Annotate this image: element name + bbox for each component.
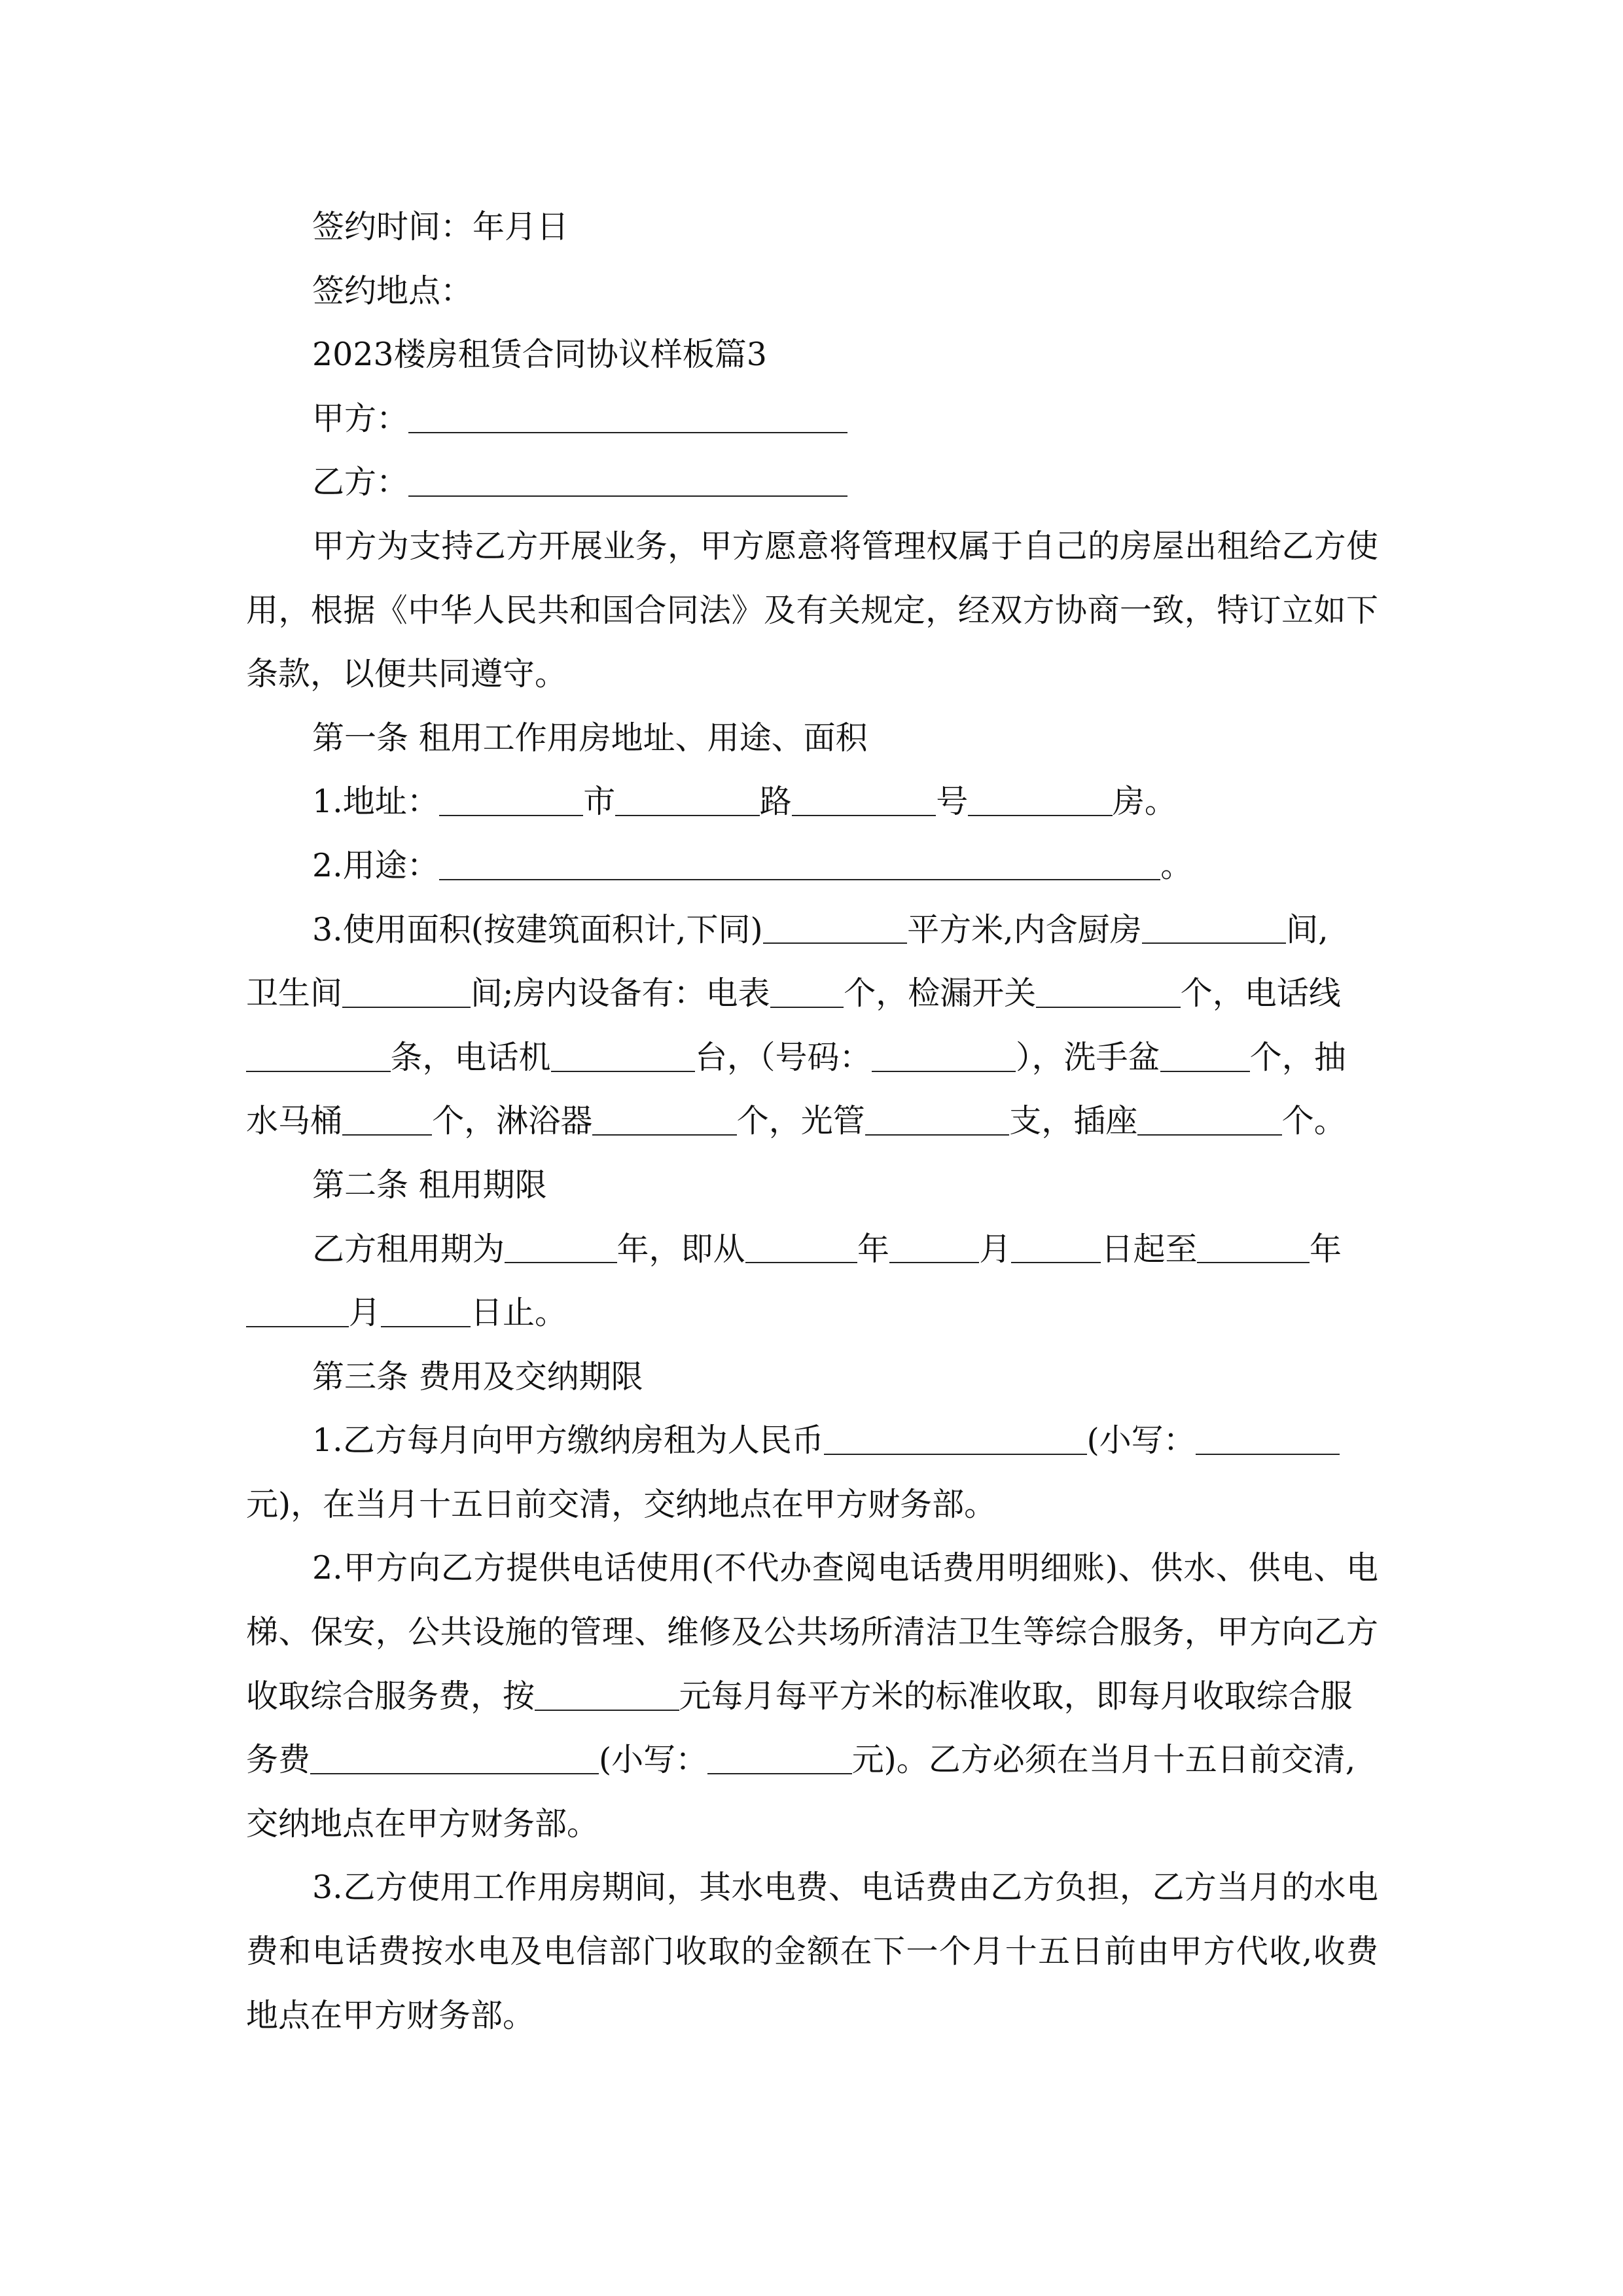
fill-in-blank [439, 853, 1161, 880]
fill-in-blank [1196, 1428, 1340, 1455]
document-line [246, 1984, 1378, 2048]
fill-in-blank [408, 470, 847, 497]
document-line [246, 195, 1378, 259]
line-text: 个，检漏开关 [844, 975, 1037, 1013]
line-text: 号 [936, 783, 969, 821]
fill-in-blank [1011, 1236, 1101, 1263]
line-text: (小写： [599, 1741, 708, 1779]
line-text: 条，电话机 [390, 1038, 551, 1076]
line-text: 月 [979, 1230, 1012, 1268]
line-text: 月 [348, 1294, 381, 1332]
fill-in-blank [1137, 1109, 1282, 1136]
document-line [246, 1920, 1378, 1984]
fill-in-blank [342, 1109, 432, 1136]
line-text: 第三条 费用及交纳期限 [312, 1357, 643, 1395]
document-line [246, 898, 1378, 962]
document-line [246, 961, 1378, 1026]
line-text: 3.乙方使用工作用房期间，其水电费、电话费由乙方负担，乙方当月的水电 [312, 1869, 1378, 1907]
document-line [246, 1536, 1378, 1600]
line-text: 间, [1286, 910, 1329, 948]
fill-in-blank [1197, 1236, 1310, 1263]
fill-in-blank [745, 1236, 858, 1263]
document-line [246, 1792, 1378, 1856]
line-text: 个，淋浴器 [432, 1102, 593, 1140]
fill-in-blank [792, 789, 936, 816]
fill-in-blank [408, 406, 847, 433]
document-line [246, 1728, 1378, 1792]
line-text: 第二条 租用期限 [312, 1166, 547, 1204]
line-text: 年 [857, 1230, 890, 1268]
document-line [246, 579, 1378, 643]
document-line [246, 1856, 1378, 1920]
fill-in-blank [763, 917, 908, 944]
document-line [246, 706, 1378, 770]
fill-in-blank [615, 789, 760, 816]
line-text: 梯、保安，公共设施的管理、维修及公共场所清洁卫生等综合服务，甲方向乙方 [246, 1613, 1378, 1651]
line-text: 费和电话费按水电及电信部门收取的金额在下一个月十五日前由甲方代收,收费 [246, 1933, 1378, 1971]
contract-document [246, 195, 1378, 2047]
fill-in-blank [707, 1748, 852, 1774]
fill-in-blank [1160, 1045, 1250, 1071]
line-text: 甲方： [312, 399, 409, 437]
line-text: 房。 [1112, 783, 1177, 821]
line-text: 年 [1309, 1230, 1342, 1268]
fill-in-blank [551, 1045, 696, 1071]
line-text: 日起至 [1101, 1230, 1198, 1268]
fill-in-blank [381, 1300, 471, 1327]
line-text: 年，即从 [616, 1230, 745, 1268]
document-line [246, 834, 1378, 898]
line-text: 3.使用面积(按建筑面积计,下同) [312, 910, 763, 948]
document-line [246, 1408, 1378, 1473]
line-text: 日止。 [471, 1294, 567, 1332]
line-text: 市 [583, 783, 616, 821]
document-line [246, 1664, 1378, 1729]
line-text: 甲方为支持乙方开展业务，甲方愿意将管理权属于自己的房屋出租给乙方使 [312, 527, 1378, 565]
line-text: 个。 [1281, 1102, 1346, 1140]
line-text: 用，根据《中华人民共和国合同法》及有关规定，经双方协商一致，特订立如下 [246, 591, 1378, 629]
line-text: 乙方租用期为 [312, 1230, 505, 1268]
document-line [246, 1600, 1378, 1664]
line-text: 交纳地点在甲方财务部。 [246, 1804, 599, 1842]
fill-in-blank [439, 789, 584, 816]
line-text: 2.用途： [312, 846, 439, 884]
fill-in-blank [310, 1748, 599, 1774]
line-text: 第一条 租用工作用房地址、用途、面积 [312, 719, 868, 757]
line-text: 收取综合服务费，按 [246, 1677, 535, 1715]
document-line [246, 1153, 1378, 1217]
line-text: 1.地址： [312, 783, 439, 821]
line-text: 1.乙方每月向甲方缴纳房租为人民币 [312, 1422, 824, 1460]
document-line [246, 642, 1378, 706]
document-line [246, 387, 1378, 451]
fill-in-blank [968, 789, 1113, 816]
fill-in-blank [824, 1428, 1087, 1455]
line-text: 支，插座 [1009, 1102, 1138, 1140]
document-line [246, 1345, 1378, 1409]
fill-in-blank [865, 1109, 1010, 1136]
document-line [246, 1217, 1378, 1282]
document-line [246, 259, 1378, 323]
line-text: 个，抽 [1249, 1038, 1346, 1076]
fill-in-blank [872, 1045, 1016, 1071]
line-text: 个，光管 [736, 1102, 865, 1140]
line-text: 签约地点： [312, 272, 473, 310]
document-line [246, 1026, 1378, 1090]
line-text: ），洗手盆 [1016, 1038, 1160, 1076]
line-text: (小写： [1086, 1422, 1196, 1460]
document-line [246, 1473, 1378, 1537]
document-line [246, 1089, 1378, 1153]
line-text: 水马桶 [246, 1102, 343, 1140]
document-line [246, 1281, 1378, 1345]
fill-in-blank [1142, 917, 1287, 944]
fill-in-blank [505, 1236, 617, 1263]
document-line [246, 323, 1378, 387]
line-text: 路 [759, 783, 792, 821]
line-text: 台，（号码： [695, 1038, 872, 1076]
line-text: 务费 [246, 1741, 311, 1779]
line-text: 平方米,内含厨房 [907, 910, 1142, 948]
fill-in-blank [592, 1109, 737, 1136]
fill-in-blank [342, 981, 471, 1008]
line-text: 。 [1160, 846, 1193, 884]
fill-in-blank [246, 1300, 349, 1327]
line-text: 条款，以便共同遵守。 [246, 655, 567, 693]
line-text: 元)，在当月十五日前交清，交纳地点在甲方财务部。 [246, 1485, 997, 1523]
line-text: 个，电话线 [1180, 975, 1341, 1013]
line-text: 2023楼房租赁合同协议样板篇3 [312, 336, 767, 374]
line-text: 元每月每平方米的标准收取，即每月收取综合服 [679, 1677, 1353, 1715]
line-text: 元)。乙方必须在当月十五日前交清, [851, 1741, 1356, 1779]
line-text: 间;房内设备有：电表 [471, 975, 770, 1013]
fill-in-blank [770, 981, 844, 1008]
line-text: 乙方： [312, 463, 409, 501]
line-text: 地点在甲方财务部。 [246, 1996, 535, 2034]
document-line [246, 514, 1378, 579]
line-text: 签约时间：年月日 [312, 208, 569, 245]
document-line [246, 770, 1378, 834]
fill-in-blank [889, 1236, 979, 1263]
line-text: 卫生间 [246, 975, 343, 1013]
document-line [246, 450, 1378, 514]
fill-in-blank [535, 1683, 679, 1710]
fill-in-blank [1036, 981, 1181, 1008]
line-text: 2.甲方向乙方提供电话使用(不代办查阅电话费用明细账)、供水、供电、电 [312, 1549, 1378, 1587]
fill-in-blank [246, 1045, 391, 1071]
